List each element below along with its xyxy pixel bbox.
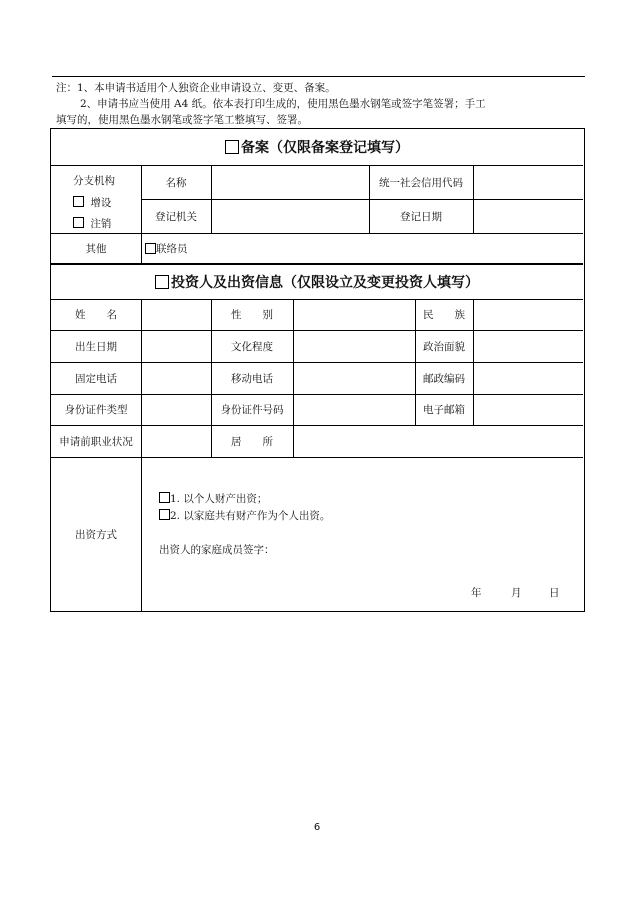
education-field[interactable] xyxy=(293,330,415,362)
option-family: 2. 以家庭共有财产作为个人出资。 xyxy=(159,508,330,525)
filing-section-title: 备案（仅限备案登记填写） xyxy=(51,129,583,165)
top-rule xyxy=(52,76,585,77)
political-field[interactable] xyxy=(473,330,583,362)
birthdate-field[interactable] xyxy=(141,330,211,362)
education-label: 文化程度 xyxy=(231,340,273,353)
mobile-label: 移动电话 xyxy=(231,372,273,385)
application-form xyxy=(50,128,585,612)
cancel-checkbox[interactable] xyxy=(73,217,84,228)
branch-label: 分支机构 xyxy=(73,175,115,187)
option-personal-checkbox[interactable] xyxy=(159,492,170,503)
page-number: 6 xyxy=(313,822,321,833)
family-signature-label: 出资人的家庭成员签字： xyxy=(159,544,275,556)
mobile-field[interactable] xyxy=(293,362,415,394)
reg-date-label: 登记日期 xyxy=(400,210,442,223)
id-number-field[interactable] xyxy=(293,394,415,425)
ethnicity-field[interactable] xyxy=(473,299,583,330)
liaison-option: 联络员 xyxy=(145,233,345,263)
birthdate-label: 出生日期 xyxy=(75,340,117,353)
add-checkbox[interactable] xyxy=(73,196,84,207)
investor-section-title: 投资人及出资信息（仅限设立及变更投资人填写） xyxy=(51,264,583,299)
ethnicity-label: 民 族 xyxy=(423,309,465,321)
name-label-investor: 姓 名 xyxy=(75,309,117,321)
prior-job-field[interactable] xyxy=(141,425,211,457)
day-label: 日 xyxy=(549,587,560,599)
phone-label: 固定电话 xyxy=(75,372,117,385)
gender-field[interactable] xyxy=(293,299,415,330)
gender-label: 性 别 xyxy=(231,309,273,321)
contribution-label: 出资方式 xyxy=(75,528,117,541)
liaison-checkbox[interactable] xyxy=(145,243,156,254)
political-label: 政治面貌 xyxy=(423,340,465,353)
name-label: 名称 xyxy=(165,176,187,189)
branch-add: 增设 xyxy=(73,195,111,210)
note-line-1: 注：1、本申请书适用个人独资企业申请设立、变更、备案。 xyxy=(56,82,336,94)
postcode-field[interactable] xyxy=(473,362,583,394)
branch-cancel: 注销 xyxy=(73,216,111,231)
prior-job-label: 申请前职业状况 xyxy=(59,435,133,448)
note-line-3: 填写的，使用黑色墨水钢笔或签字笔工整填写、签署。 xyxy=(56,114,308,126)
email-field[interactable] xyxy=(473,394,583,425)
year-label: 年 xyxy=(471,587,482,599)
month-label: 月 xyxy=(511,587,522,599)
id-type-field[interactable] xyxy=(141,394,211,425)
investor-checkbox[interactable] xyxy=(155,275,169,289)
filing-checkbox[interactable] xyxy=(225,140,239,154)
residence-label: 居 所 xyxy=(231,435,273,448)
id-number-label: 身份证件号码 xyxy=(220,404,284,416)
note-line-2: 2、申请书应当使用 A4 纸。依本表打印生成的，使用黑色墨水钢笔或签字笔签署；手工 xyxy=(80,98,486,110)
option-personal: 1. 以个人财产出资； xyxy=(159,491,330,508)
option-family-checkbox[interactable] xyxy=(159,509,170,520)
name-field[interactable] xyxy=(211,165,369,199)
credit-code-label: 统一社会信用代码 xyxy=(379,176,463,189)
branch-block xyxy=(51,165,141,233)
other-label: 其他 xyxy=(85,242,107,255)
credit-code-field[interactable] xyxy=(473,165,583,199)
id-type-label: 身份证件类型 xyxy=(64,404,128,416)
contribution-options xyxy=(159,491,330,559)
email-label: 电子邮箱 xyxy=(423,404,465,416)
reg-date-field[interactable] xyxy=(473,199,583,233)
phone-field[interactable] xyxy=(141,362,211,394)
reg-authority-label: 登记机关 xyxy=(155,210,197,223)
name-field-investor[interactable] xyxy=(141,299,211,330)
residence-field[interactable] xyxy=(293,425,583,457)
notes xyxy=(56,80,584,128)
postcode-label: 邮政编码 xyxy=(423,372,465,385)
reg-authority-field[interactable] xyxy=(211,199,369,233)
